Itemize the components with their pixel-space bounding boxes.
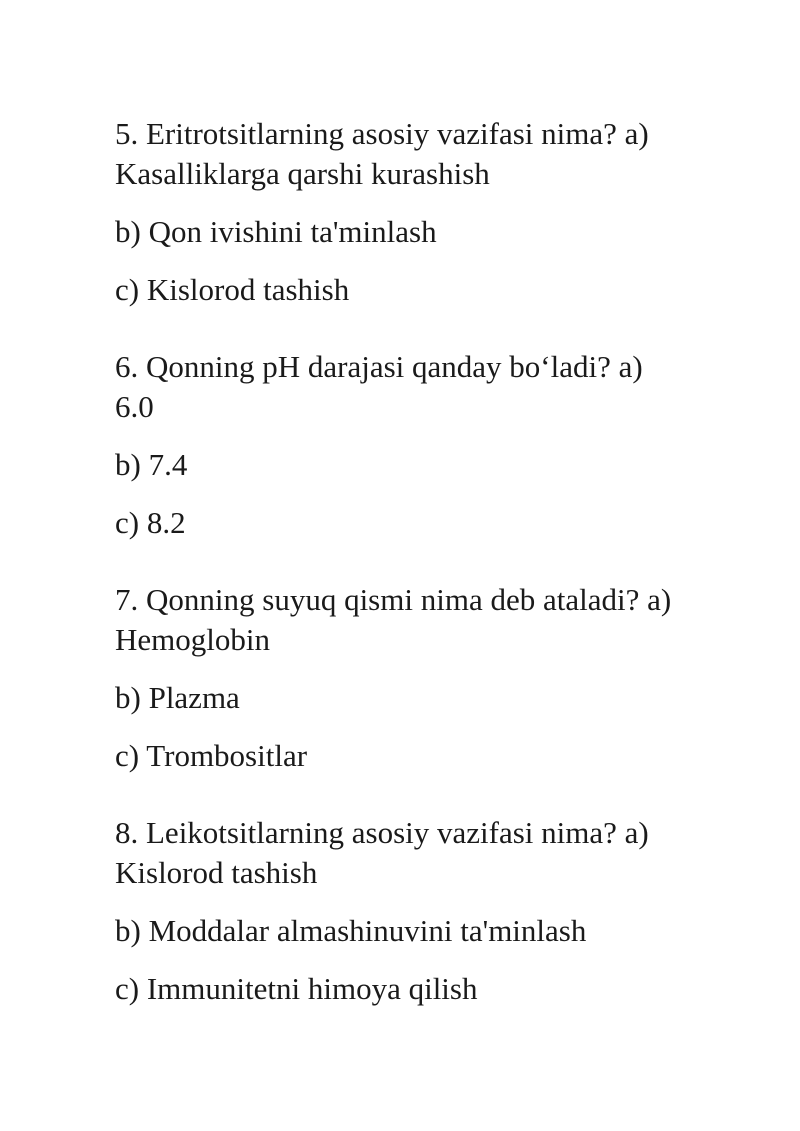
question-line: 7. Qonning suyuq qismi nima deb ataladi? a) xyxy=(115,582,672,617)
question-5 xyxy=(115,114,649,194)
question-line: 6. Qonning pH darajasi qanday bo‘ladi? a) xyxy=(115,349,643,384)
option-c: c) Immunitetni himoya qilish xyxy=(115,971,478,1006)
question-text xyxy=(115,813,649,893)
option-b: b) Plazma xyxy=(115,680,240,715)
question-text xyxy=(115,114,649,194)
option-a-text: Kislorod tashish xyxy=(115,855,318,890)
option-c: c) Trombositlar xyxy=(115,738,308,773)
option-a-text: Hemoglobin xyxy=(115,622,270,657)
question-8 xyxy=(115,813,649,893)
question-line: 5. Eritrotsitlarning asosiy vazifasi nima? a) xyxy=(115,116,649,151)
option-b: b) Qon ivishini ta'minlash xyxy=(115,214,437,249)
question-line: 8. Leikotsitlarning asosiy vazifasi nima? a) xyxy=(115,815,649,850)
option-a-text: Kasalliklarga qarshi kurashish xyxy=(115,156,490,191)
question-text xyxy=(115,347,643,427)
question-6 xyxy=(115,347,643,427)
option-c: c) Kislorod tashish xyxy=(115,272,350,307)
option-a-text: 6.0 xyxy=(115,389,154,424)
question-text xyxy=(115,580,671,660)
option-c: c) 8.2 xyxy=(115,505,186,540)
option-b: b) Moddalar almashinuvini ta'minlash xyxy=(115,913,587,948)
option-b: b) 7.4 xyxy=(115,447,188,482)
question-7 xyxy=(115,580,671,660)
